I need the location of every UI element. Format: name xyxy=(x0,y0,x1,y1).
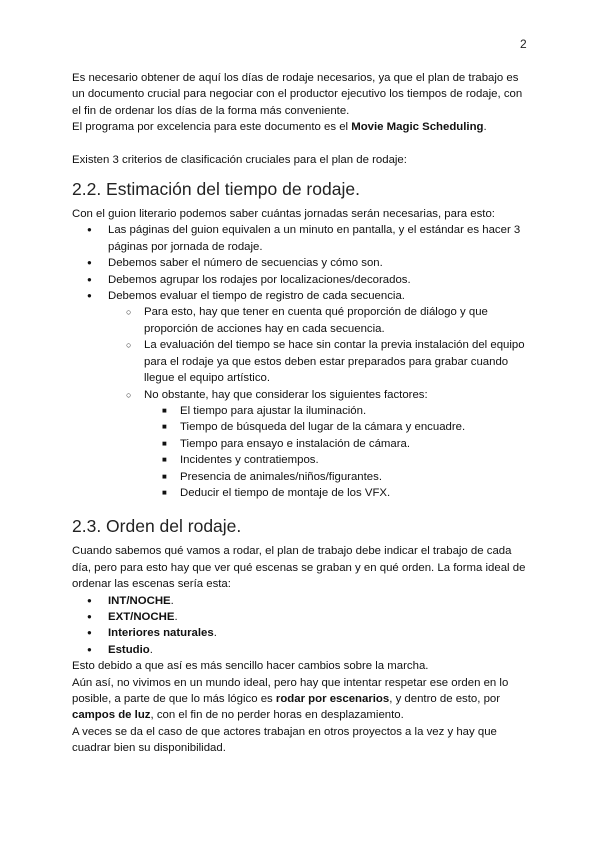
estimation-sublist xyxy=(72,304,532,402)
list-item: ■ Tiempo de búsqueda del lugar de la cámara y encuadre. xyxy=(72,419,532,435)
intro-paragraph: Es necesario obtener de aquí los días de rodaje necesarios, ya que el plan de trabajo es un documento crucial para negociar con el productor ejecutivo los tiempos de rodaje, con el fin de ordenar los días de la forma más conveniente. xyxy=(72,72,523,117)
list-item: ● Las páginas del guion equivalen a un minuto en pantalla, y el estándar es hacer 3 páginas por jornada de rodaje. xyxy=(72,222,532,255)
list-item: ● Debemos evaluar el tiempo de registro de cada secuencia. xyxy=(72,288,532,304)
list-item: ● Debemos agrupar los rodajes por localizaciones/decorados. xyxy=(72,272,532,288)
list-item: ● EXT/NOCHE. xyxy=(72,609,532,625)
order-paragraph-3: A veces se da el caso de que actores trabajan en otros proyectos a la vez y hay que cuadrar bien su disponibilidad. xyxy=(72,725,497,755)
section-heading-estimation: 2.2. Estimación del tiempo de rodaje. xyxy=(72,179,360,200)
list-item: ● INT/NOCHE. xyxy=(72,593,532,609)
list-item: ○ Para esto, hay que tener en cuenta qué proporción de diálogo y que proporción de acciones hay en cada secuencia. xyxy=(72,304,532,337)
list-item: ○ No obstante, hay que considerar los siguientes factores: xyxy=(72,387,532,403)
order-paragraph-1: Esto debido a que así es más sencillo hacer cambios sobre la marcha. xyxy=(72,660,429,673)
order-paragraph-2: Aún así, no vivimos en un mundo ideal, pero hay que intentar respetar ese orden en lo posible, a parte de que lo más lógico es rodar por escenarios, y dentro de esto, por campos de luz, con el fin de no perder horas en desplazamiento. xyxy=(72,676,509,722)
estimation-list xyxy=(72,222,532,304)
list-item: ■ Incidentes y contratiempos. xyxy=(72,452,532,468)
list-item: ● Debemos saber el número de secuencias y cómo son. xyxy=(72,255,532,271)
criteria-paragraph: Existen 3 criterios de clasificación cruciales para el plan de rodaje: xyxy=(72,153,407,166)
order-intro: Cuando sabemos qué vamos a rodar, el plan de trabajo debe indicar el trabajo de cada día, pero para esto hay que ver qué escenas se graban y en qué orden. La forma ideal de ordenar las escenas sería esta: xyxy=(72,545,526,591)
list-item: ○ La evaluación del tiempo se hace sin contar la previa instalación del equipo para el rodaje ya que estos deben estar preparados para grabar cuando llegue el equipo artístico. xyxy=(72,337,532,386)
section-heading-order: 2.3. Orden del rodaje. xyxy=(72,516,242,537)
list-item: ■ Tiempo para ensayo e instalación de cámara. xyxy=(72,436,532,452)
factors-list xyxy=(72,403,532,501)
software-paragraph: El programa por excelencia para este documento es el Movie Magic Scheduling. xyxy=(72,121,487,134)
estimation-intro: Con el guion literario podemos saber cuántas jornadas serán necesarias, para esto: xyxy=(72,208,495,221)
list-item: ■ Presencia de animales/niños/figurantes. xyxy=(72,469,532,485)
list-item: ■ El tiempo para ajustar la iluminación. xyxy=(72,403,532,419)
list-item: ● Estudio. xyxy=(72,642,532,658)
list-item: ● Interiores naturales. xyxy=(72,625,532,641)
list-item: ■ Deducir el tiempo de montaje de los VFX. xyxy=(72,485,532,501)
order-list xyxy=(72,593,532,659)
software-name: Movie Magic Scheduling xyxy=(351,121,484,134)
document-body xyxy=(72,70,532,757)
page-number: 2 xyxy=(520,37,527,51)
